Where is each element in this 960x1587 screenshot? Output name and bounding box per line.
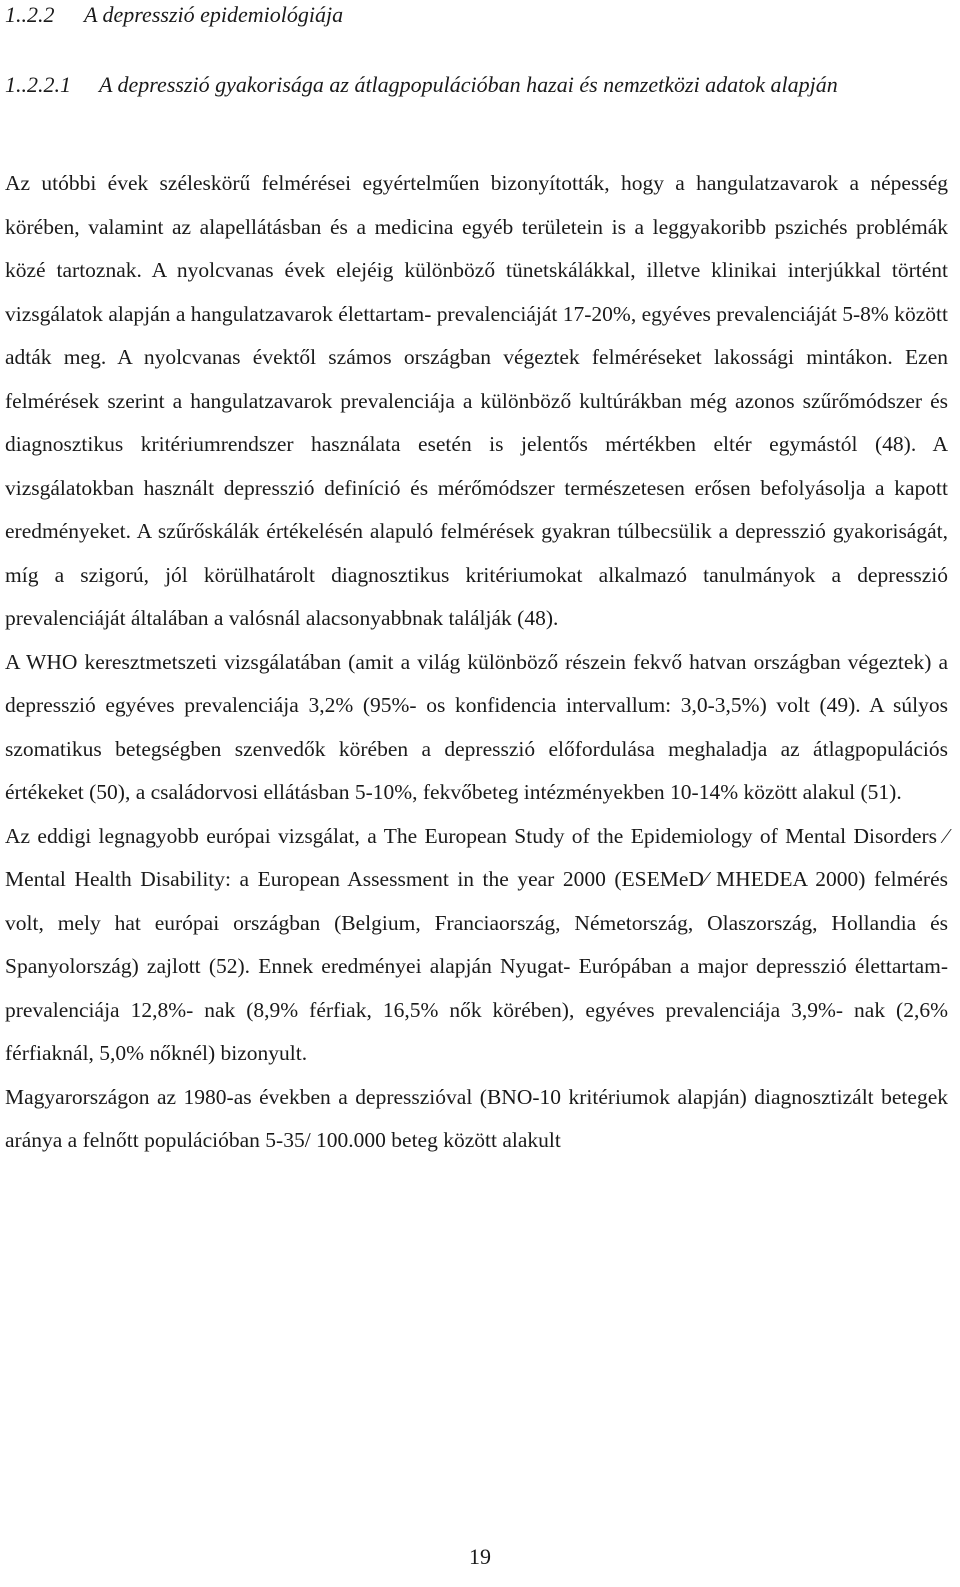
section-heading xyxy=(5,0,343,30)
paragraph: A WHO keresztmetszeti vizsgálatában (amit a világ különböző részein fekvő hatvan országban végeztek) a depresszió egyéves prevalenciája 3,2% (95%- os konfidencia intervallum: 3,0-3,5%) volt (49). A súlyos szomatikus betegségben szenvedők körében a depresszió előfordulása meghaladja az átlagpopulációs értékeket (50), a családorvosi ellátásban 5-10%, fekvőbeteg intézményekben 10-14% között alakul (51). xyxy=(5,649,948,804)
page-number: 19 xyxy=(469,1544,491,1569)
subsection-heading xyxy=(5,70,929,105)
subsection-number: 1..2.2.1 xyxy=(5,72,71,97)
section-title: A depresszió epidemiológiája xyxy=(84,2,344,27)
paragraph: Az utóbbi évek széleskörű felmérései egyértelműen bizonyították, hogy a hangulatzavarok a népesség körében, valamint az alapellátásban és a medicina egyéb területein is a leggyakoribb pszichés problémák közé tartoznak. A nyolcvanas évek elejéig különböző tünetskálákkal, illetve klinikai interjúkkal történt vizsgálatok alapján a hangulatzavarok élettartam- prevalenciáját 17-20%, egyéves prevalenciáját 5-8% között adták meg. A nyolcvanas évektől számos országban végeztek felméréseket lakossági mintákon. Ezen felmérések szerint a hangulatzavarok prevalenciája a különböző kultúrákban még azonos szűrőmódszer és diagnosztikus kritériumrendszer használata esetén is jelentős mértékben eltér egymástól (48). A vizsgálatokban használt depresszió definíció és mérőmódszer természetesen erősen befolyásolja a kapott eredményeket. A szűrőskálák értékelésén alapuló felmérések gyakran túlbecsülik a depresszió gyakoriságát, míg a szigorú, jól körülhatárolt diagnosztikus kritériumokat alkalmazó tanulmányok a depresszió prevalenciáját általában a valósnál alacsonyabbnak találják (48). xyxy=(5,171,948,630)
paragraph: Magyarországon az 1980-as években a depresszióval (BNO-10 kritériumok alapján) diagnosztizált betegek aránya a felnőtt populációban 5-35/ 100.000 beteg között alakult xyxy=(5,1084,948,1152)
subsection-title: A depresszió gyakorisága az átlagpopulációban hazai és nemzetközi adatok alapján xyxy=(99,72,838,97)
body-text xyxy=(5,162,948,1163)
section-number: 1..2.2 xyxy=(5,2,55,27)
paragraph: Az eddigi legnagyobb európai vizsgálat, a The European Study of the Epidemiology of Mental Disorders ⁄ Mental Health Disability: a European Assessment in the year 2000 (ESEMeD⁄ MHEDEA 2000) felmérés volt, mely hat európai országban (Belgium, Franciaország, Németország, Olaszország, Hollandia és Spanyolország) zajlott (52). Ennek eredményei alapján Nyugat- Európában a major depresszió élettartam- prevalenciája 12,8%- nak (8,9% férfiak, 16,5% nők körében), egyéves prevalenciája 3,9%- nak (2,6% férfiaknál, 5,0% nőknél) bizonyult. xyxy=(5,823,948,1065)
